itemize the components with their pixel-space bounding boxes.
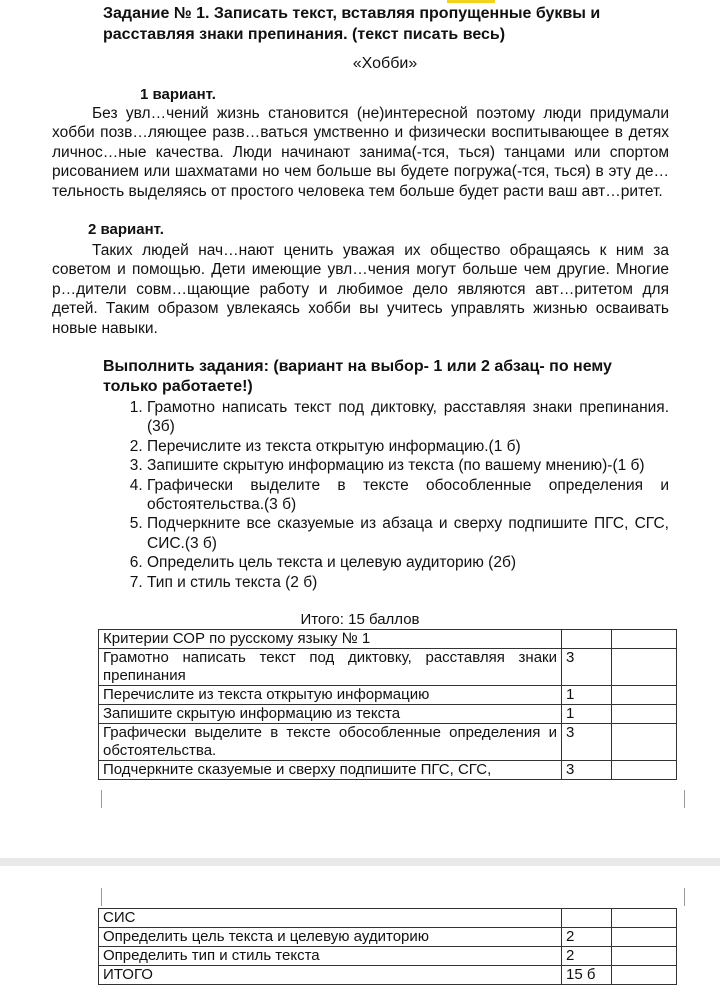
criterion-cell: СИС [99,909,562,928]
page-margin-marker [684,888,685,906]
score-cell: 1 [562,705,612,724]
criterion-cell: Перечислите из текста открытую информацию [99,686,562,705]
variant-1-text: Без увл…чений жизнь становится (не)интересной поэтому люди придумали хобби позв…ляющее разв…ваться умственно и физически воспитывающее в детях личнос…ные качества. Люди начинают занима(-тся, ться) танцами или спортом рисованием или шахматами но чем больше вы будете погружа(-тся, ться) в эту де…тельность выделяясь от простого человека тем больше будет расти ваш авт…ритет. [52,105,669,200]
total-score: Итого: 15 баллов [300,611,420,628]
table-row [99,630,677,649]
table-row [99,724,677,761]
table-row [99,686,677,705]
page-margin-marker [684,790,685,808]
assignment-item: 2. Перечислите из текста открытую информацию.(1 б) [147,437,669,456]
score-cell: 2 [562,928,612,947]
assignment-item: 1. Грамотно написать текст под диктовку, расставляя знаки препинания.(3б) [147,398,669,437]
assignment-item: 5. Подчеркните все сказуемые из абзаца и сверху подпишите ПГС, СГС, СИС.(3 б) [147,514,669,553]
assignment-list [103,398,669,592]
criterion-cell: ИТОГО [99,966,562,985]
assignment-item: 6. Определить цель текста и целевую аудиторию (2б) [147,553,669,572]
criteria-table [98,629,677,780]
criteria-table-continued [98,908,677,985]
table-row [99,928,677,947]
page-2 [0,866,720,1008]
variant-1-label: 1 вариант. [140,86,216,103]
criterion-cell: Грамотно написать текст под диктовку, расставляя знаки препинания [99,649,562,686]
assignments-heading: Выполнить задания: (вариант на выбор- 1 или 2 абзац- по нему только работаете!) [103,358,612,395]
criterion-cell: Определить цель текста и целевую аудиторию [99,928,562,947]
score-cell: 3 [562,649,612,686]
table-header-cell: Критерии СОР по русскому языку № 1 [99,630,562,649]
variant-2-label: 2 вариант. [88,221,164,238]
table-row [99,761,677,780]
score-cell: 3 [562,724,612,761]
score-cell [562,909,612,928]
table-row [99,966,677,985]
score-cell: 2 [562,947,612,966]
score-cell: 3 [562,761,612,780]
text-title: «Хобби» [352,55,418,72]
criterion-cell: Графически выделите в тексте обособленные определения и обстоятельства. [99,724,562,761]
score-cell: 1 [562,686,612,705]
variant-2-text: Таких людей нач…нают ценить уважая их общество обращаясь к ним за советом и помощью. Дети имеющие увл…чения могут больше чем другие. Многие р…дители совм…щающие работу и любимое дело являются авт…ритетом для детей. Таким образом увлекаясь хобби вы учитесь управлять жизнью осваивать новые навыки. [52,242,669,337]
criterion-cell: Подчеркните сказуемые и сверху подпишите ПГС, СГС, [99,761,562,780]
task-title: Задание № 1. Записать текст, вставляя пропущенные буквы и расставляя знаки препинания. (текст писать весь) [103,5,601,43]
criterion-cell: Запишите скрытую информацию из текста [99,705,562,724]
assignment-item: 7. Тип и стиль текста (2 б) [147,573,669,592]
page-margin-marker [101,790,102,808]
criterion-cell: Определить тип и стиль текста [99,947,562,966]
assignment-item: 3. Запишите скрытую информацию из текста (по вашему мнению)-(1 б) [147,456,669,475]
table-row [99,947,677,966]
table-row [99,909,677,928]
page-margin-marker [101,888,102,906]
score-cell: 15 б [562,966,612,985]
table-row [99,705,677,724]
table-row [99,649,677,686]
assignment-item: 4. Графически выделите в тексте обособленные определения и обстоятельства.(3 б) [147,476,669,515]
